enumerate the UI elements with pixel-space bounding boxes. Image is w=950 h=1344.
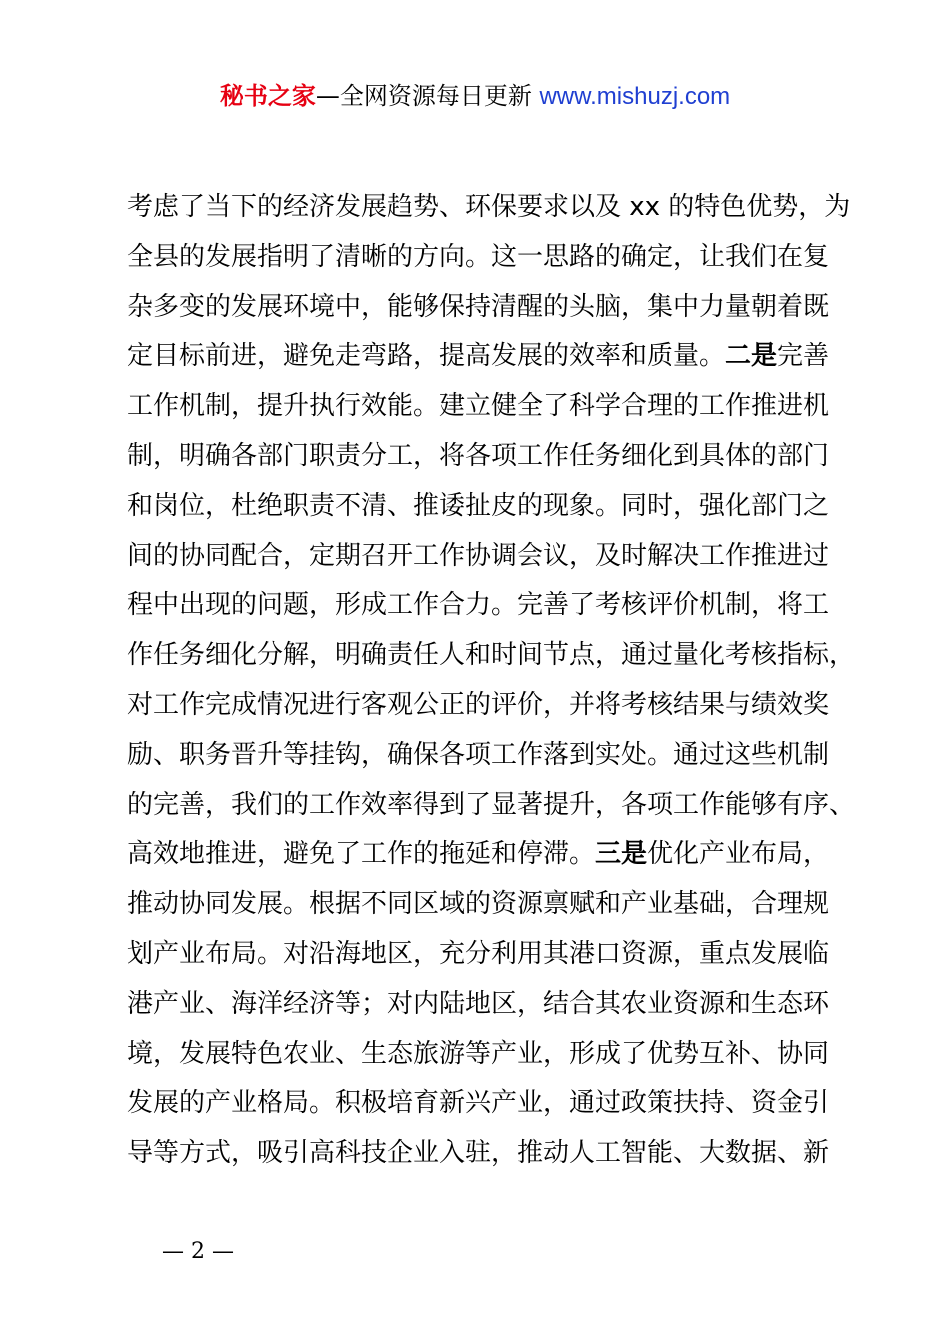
text-segment: 间的协同配合，定期召开工作协调会议，及时解决工作推进过 xyxy=(127,540,830,571)
text-segment: 港产业、海洋经济等；对内陆地区，结合其农业资源和生态环 xyxy=(127,988,830,1019)
text-line xyxy=(127,980,842,1030)
text-line xyxy=(127,1079,842,1129)
text-line xyxy=(127,1129,842,1179)
text-segment: 对工作完成情况进行客观公正的评价，并将考核结果与绩效奖 xyxy=(127,689,830,720)
text-segment: 工作机制，提升执行效能。建立健全了科学合理的工作推进机 xyxy=(127,391,830,422)
site-url: www.mishuzj.com xyxy=(539,83,731,110)
text-line xyxy=(127,731,842,781)
text-segment: 划产业布局。对沿海地区，充分利用其港口资源，重点发展临 xyxy=(127,938,830,969)
text-line xyxy=(127,432,842,482)
text-line xyxy=(127,930,842,980)
text-segment: 考虑了当下的经济发展趋势、环保要求以及 xx 的特色优势，为 xyxy=(127,192,851,222)
text-segment: 导等方式，吸引高科技企业入驻，推动人工智能、大数据、新 xyxy=(127,1138,830,1169)
header-tagline: —全网资源每日更新 xyxy=(315,82,532,110)
brand-name: 秘书之家 xyxy=(219,82,316,110)
text-segment: 制，明确各部门职责分工，将各项工作任务细化到具体的部门 xyxy=(127,440,830,471)
page-number: — 2 — xyxy=(162,1239,234,1264)
text-segment: 和岗位，杜绝职责不清、推诿扯皮的现象。同时，强化部门之 xyxy=(127,490,830,521)
bold-lead-phrase: 三是 xyxy=(595,839,648,870)
text-segment: 全县的发展指明了清晰的方向。这一思路的确定，让我们在复 xyxy=(127,241,830,272)
text-line xyxy=(127,382,842,432)
text-segment: 发展的产业格局。积极培育新兴产业，通过政策扶持、资金引 xyxy=(127,1088,830,1119)
text-segment: 推动协同发展。根据不同区域的资源禀赋和产业基础，合理规 xyxy=(127,889,830,920)
text-line xyxy=(127,532,842,582)
text-segment: 境，发展特色农业、生态旅游等产业，形成了优势互补、协同 xyxy=(127,1038,830,1069)
text-segment: 励、职务晋升等挂钩，确保各项工作落到实处。通过这些机制 xyxy=(127,739,830,770)
text-line xyxy=(127,482,842,532)
text-line xyxy=(127,830,842,880)
text-line xyxy=(127,681,842,731)
bold-lead-phrase: 二是 xyxy=(725,341,778,372)
text-segment: 的完善，我们的工作效率得到了显著提升，各项工作能够有序、 xyxy=(127,789,856,820)
text-line xyxy=(127,1030,842,1080)
text-line xyxy=(127,581,842,631)
text-line xyxy=(127,880,842,930)
text-segment: 程中出现的问题，形成工作合力。完善了考核评价机制，将工 xyxy=(127,590,830,621)
text-line xyxy=(127,283,842,333)
site-header xyxy=(0,80,950,113)
text-line xyxy=(127,781,856,831)
text-segment: 杂多变的发展环境中，能够保持清醒的头脑，集中力量朝着既 xyxy=(127,291,830,322)
text-segment: 定目标前进，避免走弯路，提高发展的效率和质量。 xyxy=(127,341,726,372)
document-body xyxy=(127,183,856,1179)
text-line xyxy=(127,233,842,283)
text-segment: 完善 xyxy=(777,341,830,372)
text-line xyxy=(127,183,851,233)
text-segment: 优化产业布局， xyxy=(647,839,830,870)
text-line xyxy=(127,631,856,681)
text-segment: 高效地推进，避免了工作的拖延和停滞。 xyxy=(127,839,596,870)
text-line xyxy=(127,332,842,382)
text-segment: 作任务细化分解，明确责任人和时间节点，通过量化考核指标， xyxy=(127,640,856,671)
